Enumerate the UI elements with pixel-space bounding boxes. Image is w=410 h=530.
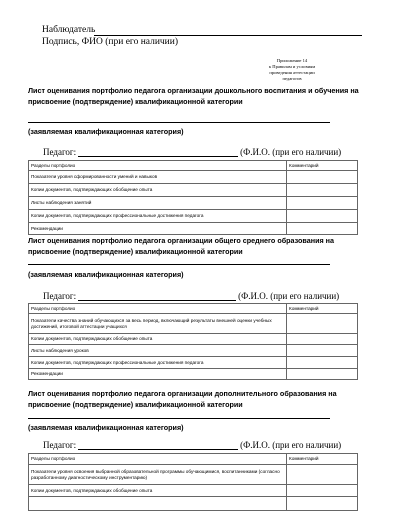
portfolio-table [28, 303, 358, 380]
category-label: (заявляемая квалификационная категория) [28, 127, 184, 136]
teacher-label: Педагог: [43, 291, 77, 301]
comment-cell [287, 197, 358, 210]
table-cell: Показатели уровня сформированности умений и навыков [29, 171, 287, 184]
table-row [29, 171, 358, 184]
teacher-row [43, 148, 341, 157]
comment-cell [287, 334, 358, 345]
comment-cell [287, 345, 358, 357]
comment-cell [287, 485, 358, 497]
column-header: Разделы портфолио [29, 161, 287, 171]
section-title: Лист оценивания портфолио педагога организации дошкольного воспитания и обучения на присвоение (подтверждение) квалификационной категории [28, 86, 359, 106]
teacher-name-line [78, 441, 238, 450]
comment-cell [287, 184, 358, 197]
fio-label: (Ф.И.О. (при его наличии) [238, 291, 340, 301]
column-header: Комментарий [287, 454, 358, 465]
table-cell: Рекомендации [29, 369, 287, 380]
fio-label: (Ф.И.О. (при его наличии) [240, 147, 342, 157]
column-header: Разделы портфолио [29, 454, 287, 465]
column-header: Комментарий [287, 161, 358, 171]
category-label: (заявляемая квалификационная категория) [28, 423, 184, 432]
comment-cell [287, 497, 358, 511]
table-cell: Копии документов, подтверждающих профессиональные достижения педагога [29, 357, 287, 369]
table-header-row [29, 454, 358, 465]
table-row [29, 345, 358, 357]
fio-label: (Ф.И.О. (при его наличии) [240, 440, 342, 450]
appendix-note [236, 58, 348, 82]
teacher-row [43, 441, 341, 450]
teacher-name-line [78, 292, 236, 301]
table-row [29, 369, 358, 380]
table-row [29, 357, 358, 369]
teacher-label: Педагог: [43, 147, 77, 157]
table-header-row [29, 161, 358, 171]
table-cell [29, 497, 287, 511]
column-header: Разделы портфолио [29, 304, 287, 314]
comment-cell [287, 369, 358, 380]
comment-cell [287, 465, 358, 485]
appendix-line: педагогов [282, 75, 302, 81]
table-cell: Листы наблюдения занятий [29, 197, 287, 210]
table-row [29, 314, 358, 334]
table-cell: Показатели качества знаний обучающихся за весь период, включающий результаты внешней оценки учебных достижений, итоговой аттестации учащихся [29, 314, 287, 334]
teacher-label: Педагог: [43, 440, 77, 450]
category-label: (заявляемая квалификационная категория) [28, 270, 184, 279]
table-cell: Рекомендации [29, 223, 287, 235]
table-row [29, 497, 358, 511]
appendix-line: к Правилам и условиям [268, 63, 316, 69]
table-cell: Копии документов, подтверждающих обобщение опыта [29, 184, 287, 197]
table-row [29, 465, 358, 485]
comment-cell [287, 223, 358, 235]
table-row [29, 223, 358, 235]
portfolio-table [28, 160, 358, 235]
column-header: Комментарий [287, 304, 358, 314]
table-cell: Копии документов, подтверждающих обобщение опыта [29, 485, 287, 497]
category-line [28, 264, 330, 265]
appendix-line: Приложение 14 [276, 58, 308, 63]
comment-cell [287, 210, 358, 223]
portfolio-table [28, 453, 358, 511]
comment-cell [287, 171, 358, 184]
table-row [29, 210, 358, 223]
category-line [28, 418, 330, 419]
table-row [29, 334, 358, 345]
comment-cell [287, 357, 358, 369]
table-header-row [29, 304, 358, 314]
table-row [29, 485, 358, 497]
table-cell: Показатели уровня освоения выбранной образовательной программы обучающимися, воспитанниками (согласно разработанному диагностическому инструментарию) [29, 465, 287, 485]
signature-label: Подпись, ФИО (при его наличии) [42, 37, 179, 47]
table-cell: Копии документов, подтверждающих профессиональные достижения педагога [29, 210, 287, 223]
observer-label: Наблюдатель [42, 25, 96, 35]
section-title: Лист оценивания портфолио педагога организации дополнительного образования на присвоение (подтверждение) квалификационной категории [28, 389, 337, 409]
table-row [29, 197, 358, 210]
appendix-line: проведения аттестации [269, 69, 315, 75]
section-title: Лист оценивания портфолио педагога организации общего среднего образования на присвоение (подтверждение) квалификационной категории [28, 236, 335, 256]
table-cell: Копии документов, подтверждающих обобщение опыта [29, 334, 287, 345]
teacher-name-line [78, 148, 238, 157]
category-line [28, 122, 330, 123]
teacher-row [43, 292, 339, 301]
table-cell: Листы наблюдения уроков [29, 345, 287, 357]
table-row [29, 184, 358, 197]
observer-signature-line [94, 35, 362, 36]
comment-cell [287, 314, 358, 334]
